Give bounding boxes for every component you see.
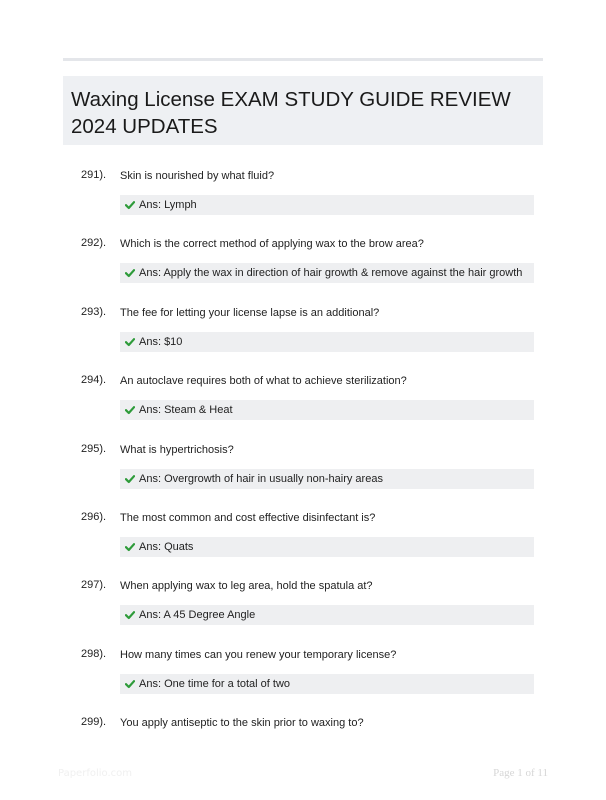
answer-box bbox=[120, 674, 534, 694]
question-text: You apply antiseptic to the skin prior to waxing to? bbox=[120, 717, 364, 729]
answer-text: Ans: One time for a total of two bbox=[139, 678, 291, 690]
title-banner bbox=[63, 76, 543, 145]
top-divider bbox=[63, 58, 543, 61]
answer-text: Ans: Quats bbox=[139, 541, 194, 553]
answer-box bbox=[120, 537, 534, 557]
question-number: 293). bbox=[81, 306, 107, 318]
answer-text: Ans: Steam & Heat bbox=[139, 404, 233, 416]
question-text: Which is the correct method of applying wax to the brow area? bbox=[120, 238, 424, 250]
question-number: 291). bbox=[81, 169, 107, 181]
question-number: 297). bbox=[81, 579, 107, 591]
answer-text: Ans: $10 bbox=[139, 336, 183, 348]
answer-box bbox=[120, 195, 534, 215]
answer-text: Ans: Overgrowth of hair in usually non-hairy areas bbox=[139, 473, 383, 485]
check-icon bbox=[125, 474, 135, 484]
question-text: How many times can you renew your temporary license? bbox=[120, 649, 397, 661]
answer-text: Ans: Apply the wax in direction of hair growth & remove against the hair growth bbox=[139, 267, 523, 279]
answer-text: Ans: Lymph bbox=[139, 199, 197, 211]
question-text: Skin is nourished by what fluid? bbox=[120, 170, 275, 182]
answer-box bbox=[120, 332, 534, 352]
question-number: 292). bbox=[81, 237, 107, 249]
question-number: 296). bbox=[81, 511, 107, 523]
check-icon bbox=[125, 200, 135, 210]
check-icon bbox=[125, 679, 135, 689]
question-text: The most common and cost effective disinfectant is? bbox=[120, 512, 376, 524]
question-number: 295). bbox=[81, 443, 107, 455]
check-icon bbox=[125, 610, 135, 620]
page-number: Page 1 of 11 bbox=[493, 767, 548, 779]
footer-watermark: Paperfolio.com bbox=[58, 768, 132, 779]
question-text: An autoclave requires both of what to achieve sterilization? bbox=[120, 375, 407, 387]
question-text: When applying wax to leg area, hold the spatula at? bbox=[120, 580, 373, 592]
answer-box bbox=[120, 263, 534, 283]
question-number: 298). bbox=[81, 648, 107, 660]
page-title-line-1: Waxing License EXAM STUDY GUIDE REVIEW bbox=[71, 88, 511, 111]
check-icon bbox=[125, 405, 135, 415]
question-text: The fee for letting your license lapse is an additional? bbox=[120, 307, 380, 319]
question-text: What is hypertrichosis? bbox=[120, 444, 234, 456]
answer-text: Ans: A 45 Degree Angle bbox=[139, 609, 256, 621]
check-icon bbox=[125, 542, 135, 552]
page-title-line-2: 2024 UPDATES bbox=[71, 115, 218, 138]
question-number: 294). bbox=[81, 374, 107, 386]
question-number: 299). bbox=[81, 716, 107, 728]
answer-box bbox=[120, 400, 534, 420]
check-icon bbox=[125, 268, 135, 278]
answer-box bbox=[120, 605, 534, 625]
answer-box bbox=[120, 469, 534, 489]
check-icon bbox=[125, 337, 135, 347]
